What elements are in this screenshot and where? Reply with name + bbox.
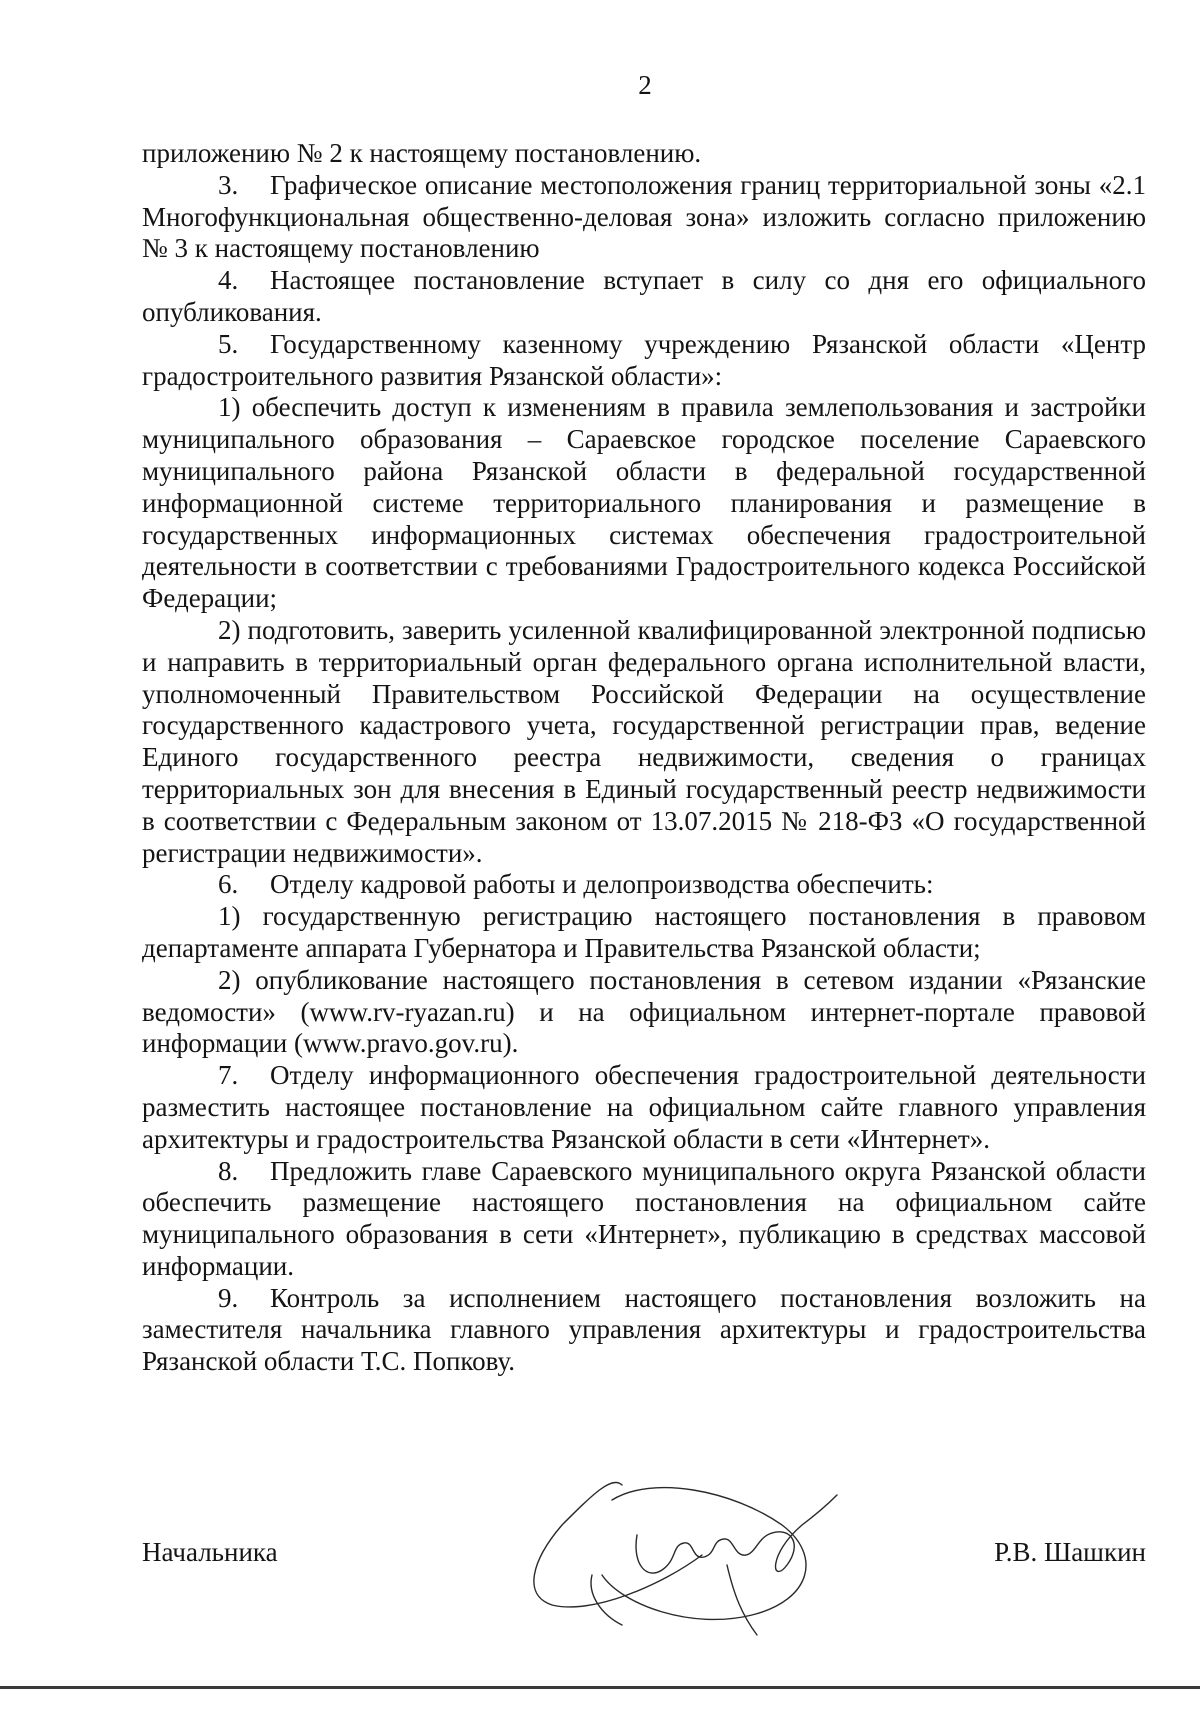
subparagraph-6-1: 1) государственную регистрацию настоящего постановления в правовом департаменте аппарата Губернатора и Правительства Рязанской области; — [142, 901, 1146, 963]
item-number: 8. — [218, 1155, 239, 1186]
item-number: 5. — [218, 328, 239, 359]
paragraph-text: Предложить главе Сараевского муниципального округа Рязанской области обеспечить размещение настоящего постановления на официальном сайте муниципального образования в сети «Интернет», публикацию в средствах массовой информации. — [142, 1155, 1146, 1281]
document-body — [142, 138, 1146, 1378]
item-number: 9. — [218, 1282, 239, 1313]
paragraph-continuation: приложению № 2 к настоящему постановлению. — [142, 138, 702, 168]
page-number: 2 — [638, 70, 652, 100]
handwritten-signature — [472, 1465, 872, 1645]
item-number: 6. — [218, 869, 239, 900]
subparagraph-5-1: 1) обеспечить доступ к изменениям в правила землепользования и застройки муниципального образования – Сараевское городское поселение Сараевского муниципального района Рязанской области в федеральной государственной информационной системе территориального планирования и размещение в государственных информационных системах обеспечения градостроительной деятельности в соответствии с требованиями Градостроительного кодекса Российской Федерации; — [142, 392, 1146, 614]
paragraph-text: Настоящее постановление вступает в силу со дня его официального опубликования. — [142, 265, 1146, 327]
item-number: 4. — [218, 265, 239, 296]
paragraph-text: Отделу кадровой работы и делопроизводства обеспечить: — [270, 869, 934, 900]
paragraph-7 — [142, 1060, 1146, 1155]
paragraph-5 — [142, 329, 1146, 393]
paragraph-text: Государственному казенному учреждению Рязанской области «Центр градостроительного развития Рязанской области»: — [142, 328, 1146, 391]
paragraph-4 — [142, 265, 1146, 329]
paragraph-3 — [142, 170, 1146, 265]
subparagraph-6-2: 2) опубликование настоящего постановления в сетевом издании «Рязанские ведомости» (www.rv-ryazan.ru) и на официальном интернет-портале правовой информации (www.pravo.gov.ru). — [142, 964, 1146, 1059]
scan-edge-line — [0, 1686, 1200, 1689]
paragraph-text: Отделу информационного обеспечения градостроительной деятельности разместить настоящее постановление на официальном сайте главного управления архитектуры и градостроительства Рязанской области в сети «Интернет». — [142, 1060, 1146, 1154]
paragraph-text: Графическое описание местоположения границ территориальной зоны «2.1 Многофункциональная общественно-деловая зона» изложить согласно приложению № 3 к настоящему постановлению — [142, 169, 1146, 264]
item-number: 7. — [218, 1060, 239, 1091]
signer-position: Начальника — [142, 1537, 278, 1567]
subparagraph-5-2: 2) подготовить, заверить усиленной квалифицированной электронной подписью и направить в территориальный орган федерального органа исполнительной власти, уполномоченный Правительством Российской Федерации на осуществление государственного кадастрового учета, государственной регистрации прав, ведение Единого государственного реестра недвижимости, сведения о границах территориальных зон для внесения в Единый государственный реестр недвижимости в соответствии с Федеральным законом от 13.07.2015 № 218-ФЗ «О государственной регистрации недвижимости». — [142, 614, 1146, 868]
paragraph-text: Контроль за исполнением настоящего постановления возложить на заместителя начальника главного управления архитектуры и градостроительства Рязанской области Т.С. Попкову. — [142, 1282, 1146, 1377]
paragraph-8 — [142, 1156, 1146, 1283]
paragraph-9 — [142, 1283, 1146, 1378]
paragraph-6 — [142, 869, 1146, 901]
signer-name: Р.В. Шашкин — [994, 1537, 1146, 1567]
signature-block — [142, 1525, 1146, 1725]
item-number: 3. — [218, 169, 239, 200]
